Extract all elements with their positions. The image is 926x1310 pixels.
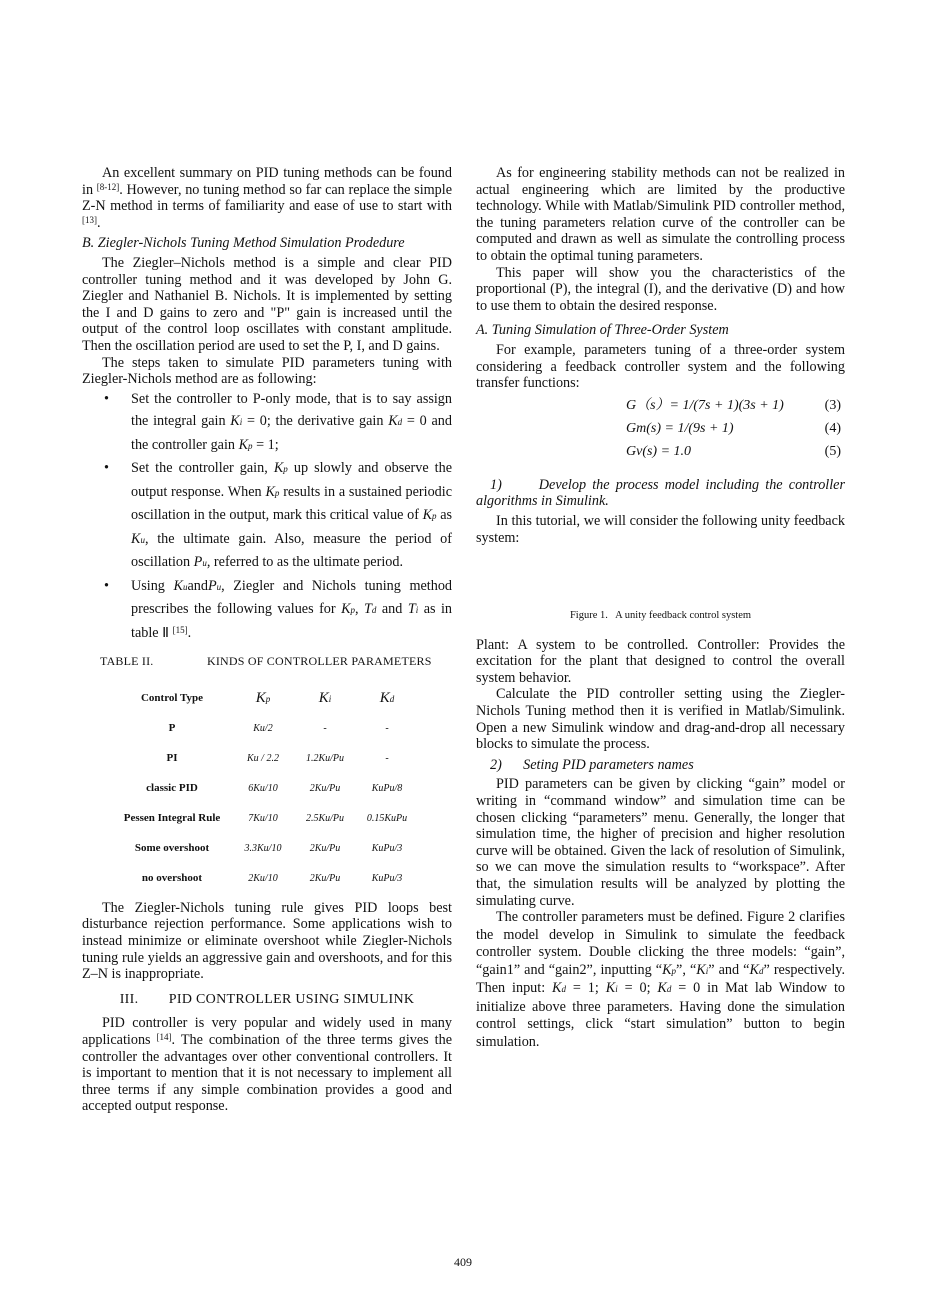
paragraph: This paper will show you the characteristics of the proportional (P), the integral (I), and the derivative (D) and how to use them to obtain the desired response.	[476, 264, 845, 314]
subsection-heading: A. Tuning Simulation of Three-Order System	[476, 322, 729, 339]
cell-kd: KuPu/3	[371, 872, 403, 884]
table-header-row	[112, 684, 418, 714]
table-title: KINDS OF CONTROLLER PARAMETERS	[207, 654, 432, 669]
equation-4	[476, 421, 845, 444]
paragraph: Plant: A system to be controlled. Controller: Provides the excitation for the plant that designed to control the overall system behavior.	[476, 636, 845, 686]
paragraph: Calculate the PID controller setting using the Ziegler-Nichols Tuning method then it is verified in Matlab/Simulink. Open a new Simulink window and drag-and-drop all necessary blocks to simulate the process.	[476, 686, 845, 753]
table-row	[112, 864, 418, 894]
cell-type: classic PID	[146, 782, 198, 795]
equation-body: Gm(s) = 1/(9s + 1)	[626, 420, 734, 436]
table-row	[112, 804, 418, 834]
page-number: 409	[454, 1255, 472, 1269]
section-heading: III. PID CONTROLLER USING SIMULINK	[119, 991, 415, 1007]
figure-caption: Figure 1. A unity feedback control system	[569, 610, 752, 622]
right-column	[476, 165, 849, 1051]
cell-kd: KuPu/8	[371, 782, 403, 794]
paragraph: The Ziegler-Nichols tuning rule gives PID loops best disturbance rejection performance. Some applications wish to instead minimize or eliminate overshoot while Ziegler-Nichols tuning rule yields an aggressive gain and overshoots, and for this Z–N is inappropriate.	[82, 899, 452, 983]
paragraph: For example, parameters tuning of a three-order system considering a feedback controller system and the following transfer functions:	[476, 341, 845, 392]
cell-kd: KuPu/3	[371, 842, 403, 854]
cell-type: PI	[166, 752, 178, 765]
bullet-list	[82, 388, 452, 645]
equation-3	[476, 398, 845, 421]
equation-number: (3)	[824, 397, 841, 413]
table-caption	[82, 653, 452, 670]
cell-kd: -	[385, 722, 389, 734]
table-row	[112, 774, 418, 804]
list-item: • Set the controller to P-only mode, that is to say assign the integral gain Ki = 0; the derivative gain Kd = 0 and the controller gain Kp = 1;	[82, 388, 452, 458]
cell-ki: 2Ku/Pu	[309, 842, 341, 854]
list-item: • Set the controller gain, Kp up slowly and observe the output response. When Kp results in a sustained periodic oscillation in the output, mark this critical value of Kp as Ku, the ultimate gain. Also, measure the period of oscillation Pu, referred to as the ultimate period.	[82, 457, 452, 575]
cell-kp: 3.3Ku/10	[244, 842, 282, 854]
paragraph: In this tutorial, we will consider the following unity feedback system:	[476, 512, 845, 546]
header-control-type: Control Type	[140, 692, 204, 705]
cell-kp: 2Ku/10	[248, 872, 278, 884]
equation-number: (5)	[824, 443, 841, 459]
paragraph: The steps taken to simulate PID parameters tuning with Ziegler-Nichols method are as following:	[82, 354, 452, 388]
cell-ki: -	[323, 722, 327, 734]
subsubsection-heading: 2) Seting PID parameters names	[490, 756, 694, 773]
cell-type: no overshoot	[141, 872, 203, 885]
equation-body: G（s）= 1/(7s + 1)(3s + 1)	[626, 397, 784, 413]
table-label: TABLE II.	[100, 654, 154, 669]
cell-type: Pessen Integral Rule	[123, 812, 221, 825]
cell-kd: -	[385, 752, 389, 764]
cell-kp: 6Ku/10	[248, 782, 278, 794]
paragraph: PID parameters can be given by clicking “gain” model or writing in “command window” and simulation time can be chosen clicking “parameters” menu. Generally, the longer that simulation time, the higher of precision and higher resolution curve will be obtained. Given the lack of resolution of Simulink, so we can move the simulation results to “workspace”. After that, the simulation results will be analyzed by plotting the simulating curve.	[476, 776, 845, 909]
cell-type: Some overshoot	[134, 842, 210, 855]
paragraph: An excellent summary on PID tuning methods can be found in [8-12]. However, no tuning method so far can replace the simple Z-N method in terms of familiarity and ease of use to start with [13].	[82, 165, 453, 231]
equation-body: Gv(s) = 1.0	[626, 443, 692, 459]
cell-ki: 1.2Ku/Pu	[305, 752, 345, 764]
controller-parameters-table	[112, 684, 418, 894]
cell-kp: Ku/2	[253, 722, 273, 734]
header-kp: Kp	[255, 689, 271, 706]
cell-type: P	[168, 722, 176, 735]
cell-ki: 2Ku/Pu	[309, 782, 341, 794]
cell-ki: 2Ku/Pu	[309, 872, 341, 884]
table-row	[112, 834, 418, 864]
equation-5	[476, 444, 845, 467]
list-item: • Using KuandPu, Ziegler and Nichols tuning method prescribes the following values for Kp, Td and Ti as in table Ⅱ [15].	[82, 575, 452, 645]
cell-kp: Ku / 2.2	[247, 752, 279, 764]
cell-kd: 0.15KuPu	[366, 812, 408, 824]
header-kd: Kd	[379, 689, 395, 706]
cell-kp: 7Ku/10	[248, 812, 278, 824]
table-row	[112, 744, 418, 774]
header-ki: Ki	[318, 689, 332, 706]
table-row	[112, 714, 418, 744]
cell-ki: 2.5Ku/Pu	[305, 812, 345, 824]
subsection-heading: B. Ziegler-Nichols Tuning Method Simulation Prodedure	[82, 235, 405, 252]
paragraph: As for engineering stability methods can not be realized in actual engineering which are limited by the productive technology. While with Matlab/Simulink PID controller method, the tuning parameters relation curve of the controller can be computed and drawn as well as simulate the controlling process to obtain the optimal tuning parameters.	[476, 165, 845, 264]
left-column	[82, 165, 452, 1115]
equation-number: (4)	[824, 420, 841, 436]
paragraph: PID controller is very popular and widely used in many applications [14]. The combination of the three terms gives the controller the advantages over other conventional controllers. It is important to mention that it is not necessary to implement all three terms if any simple combination provides a good and accepted output response.	[82, 1015, 452, 1115]
paragraph: The controller parameters must be defined. Figure 2 clarifies the model develop in Simulink to simulate the feedback controller system. Double clicking the three models: “gain”, “gain1” and “gain2”, inputting “Kp”, “Ki” and “Kd” respectively. Then input: Kd = 1; Ki = 0; Kd = 0 in Mat lab Window to initialize above three parameters. Having done the simulation control settings, click “start simulation” button to begin simulation.	[476, 909, 845, 1050]
paragraph: The Ziegler–Nichols method is a simple and clear PID controller tuning method and it was developed by John G. Ziegler and Nathaniel B. Nichols. It is implemented by setting the I and D gains to zero and "P" gain is increased until the output of the control loop oscillates with constant amplitude. Then the oscillation period are used to set the P, I, and D gains.	[82, 254, 452, 354]
subsubsection-heading: 1) Develop the process model including the controller algorithms in Simulink.	[476, 476, 849, 510]
